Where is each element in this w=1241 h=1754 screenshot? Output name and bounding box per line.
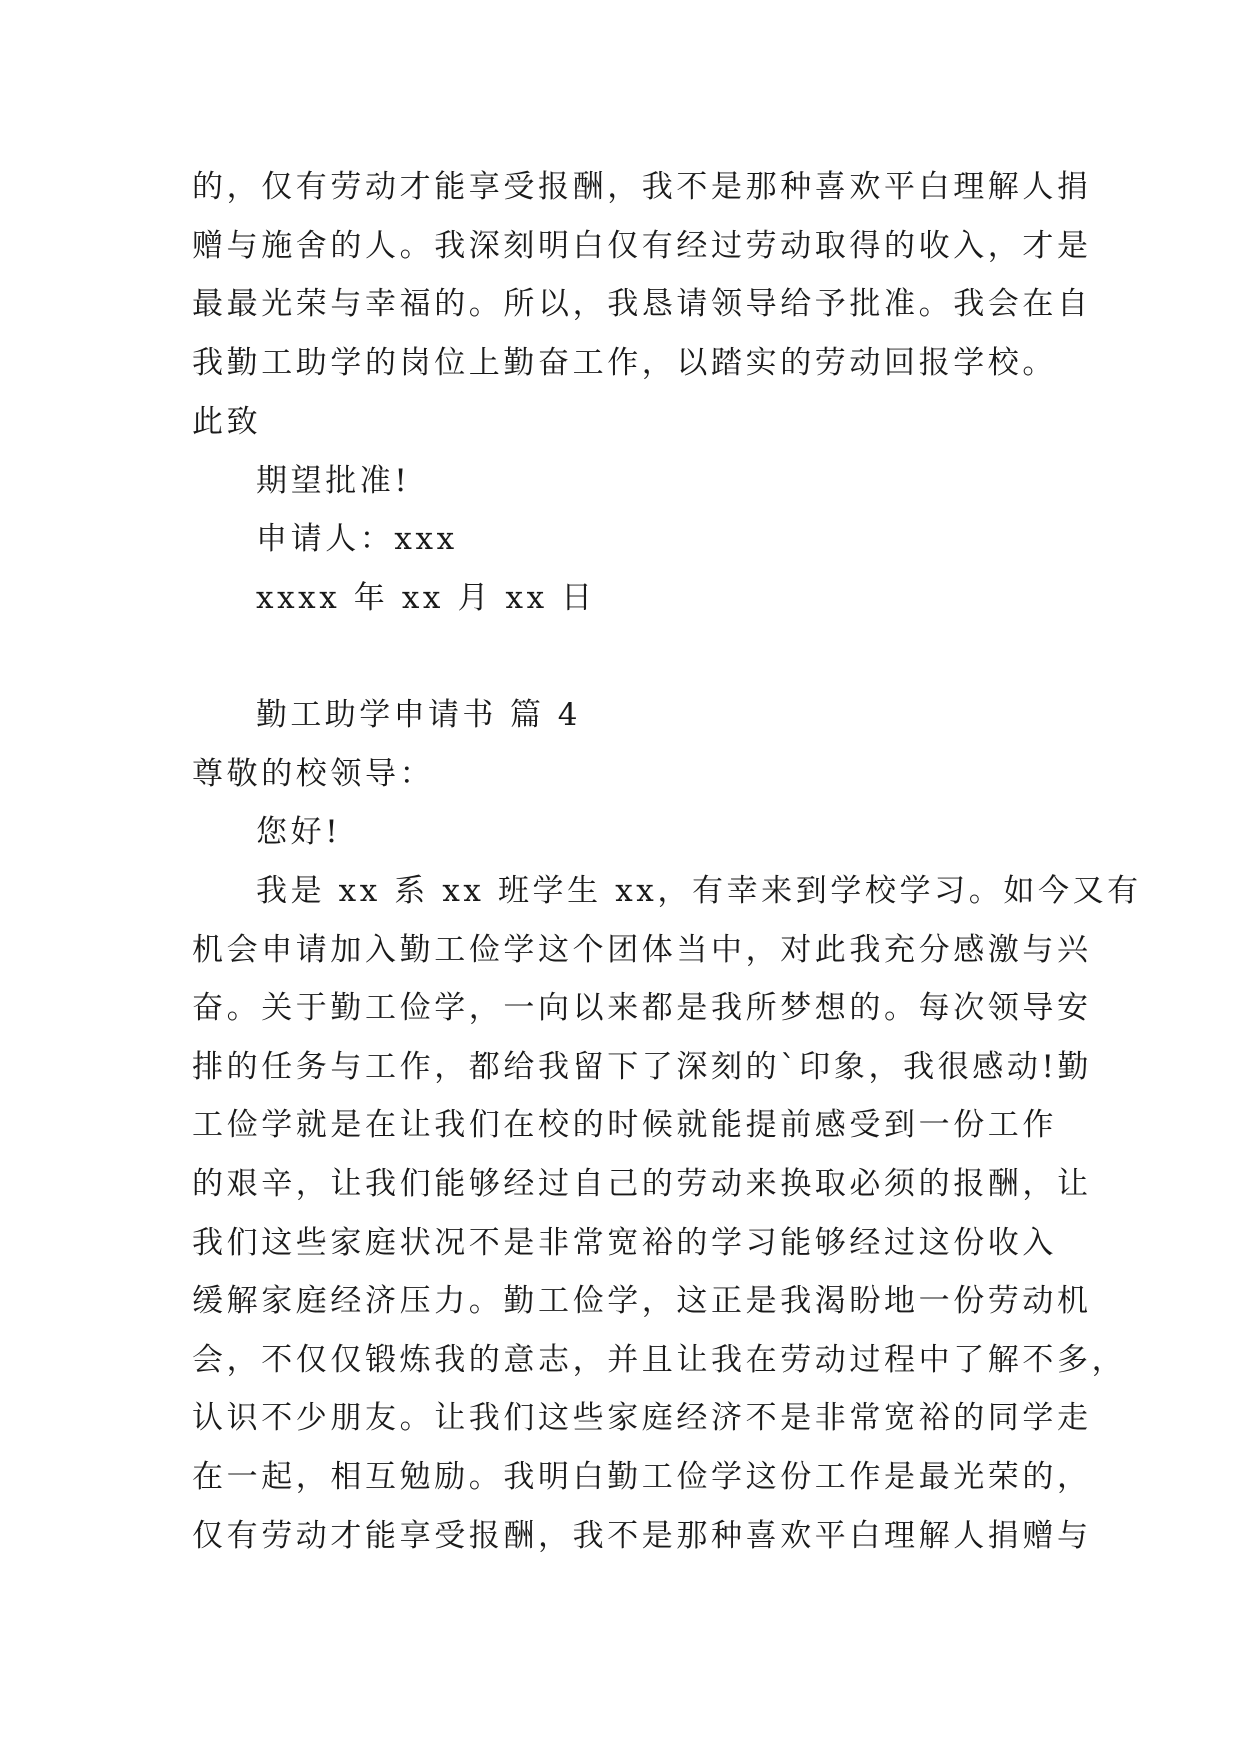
salutation: 尊敬的校领导：	[192, 755, 435, 792]
paragraph-line: 最最光荣与幸福的。所以，我恳请领导给予批准。我会在自	[192, 286, 1092, 323]
paragraph-line: 认识不少朋友。让我们这些家庭经济不是非常宽裕的同学走	[192, 1400, 1092, 1437]
body-paragraph	[192, 862, 1142, 1565]
date-line: xxxx 年 xx 月 xx 日	[256, 579, 596, 616]
paragraph-line: 的艰辛，让我们能够经过自己的劳动来换取必须的报酬，让	[192, 1165, 1092, 1202]
greeting: 您好!	[256, 814, 342, 851]
closing-text: 此致	[192, 404, 262, 440]
paragraph-line: 会，不仅仅锻炼我的意志，并且让我在劳动过程中了解不多，	[192, 1341, 1127, 1378]
paragraph-line: 机会申请加入勤工俭学这个团体当中，对此我充分感激与兴	[192, 931, 1092, 968]
paragraph-line: 的，仅有劳动才能享受报酬，我不是那种喜欢平白理解人捐	[192, 169, 1092, 205]
paragraph-line: 我们这些家庭状况不是非常宽裕的学习能够经过这份收入	[192, 1224, 1057, 1261]
paragraph-line: 我是 xx 系 xx 班学生 xx，有幸来到学校学习。如今又有	[256, 873, 1142, 909]
continuation-paragraph	[192, 158, 1092, 392]
paragraph-line: 赠与施舍的人。我深刻明白仅有经过劳动取得的收入，才是	[192, 227, 1092, 264]
closing-block	[192, 393, 1052, 627]
paragraph-line: 在一起，相互勉励。我明白勤工俭学这份工作是最光荣的，	[192, 1458, 1092, 1495]
section-title: 勤工助学申请书 篇 4	[256, 697, 581, 733]
applicant-signature: 申请人：xxx	[256, 521, 458, 558]
paragraph-line: 工俭学就是在让我们在校的时候就能提前感受到一份工作	[192, 1107, 1057, 1144]
paragraph-line: 奋。关于勤工俭学，一向以来都是我所梦想的。每次领导安	[192, 990, 1092, 1027]
paragraph-line: 我勤工助学的岗位上勤奋工作，以踏实的劳动回报学校。	[192, 344, 1057, 381]
paragraph-line: 缓解家庭经济压力。勤工俭学，这正是我渴盼地一份劳动机	[192, 1283, 1092, 1320]
section-4	[192, 686, 1052, 862]
paragraph-line: 仅有劳动才能享受报酬，我不是那种喜欢平白理解人捐赠与	[192, 1517, 1092, 1554]
wish-text: 期望批准!	[256, 462, 411, 499]
paragraph-line: 排的任务与工作，都给我留下了深刻的`印象，我很感动!勤	[192, 1048, 1093, 1085]
